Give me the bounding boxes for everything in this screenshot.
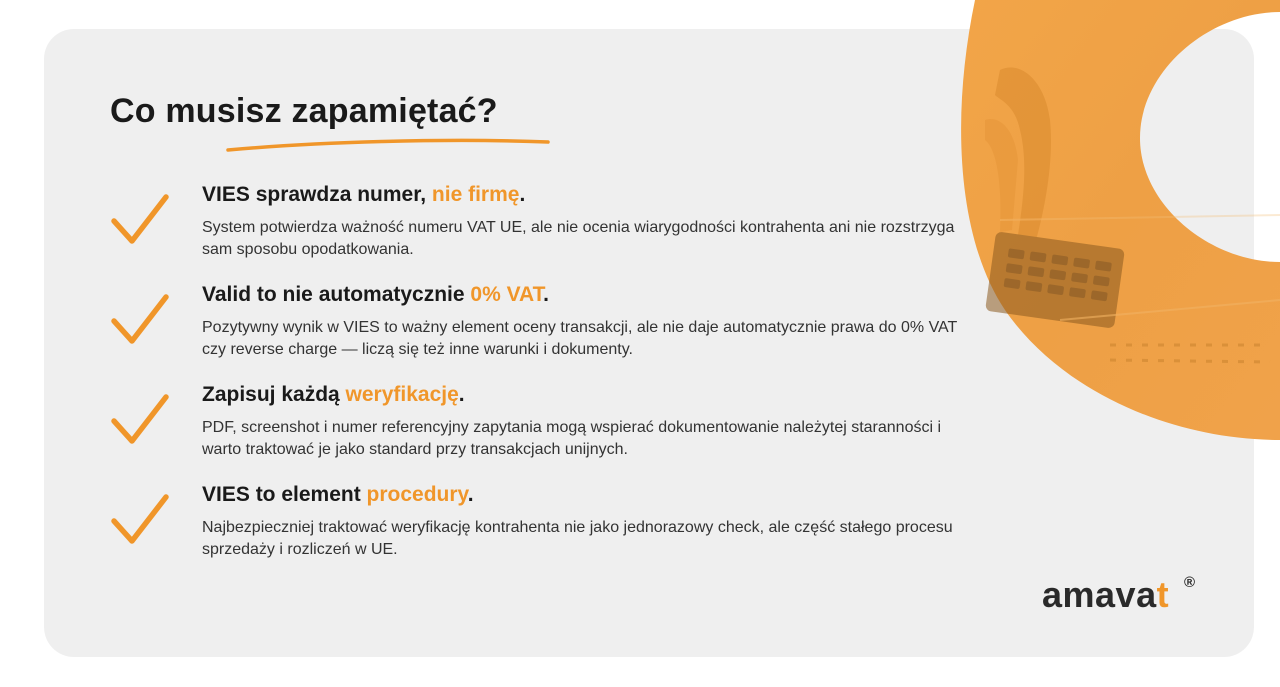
item-heading-tail: . (543, 283, 549, 306)
page-title: Co musisz zapamiętać? (110, 92, 498, 130)
item-heading (202, 383, 465, 407)
item-heading-accent: weryfikację (345, 383, 459, 406)
checkmark-icon (110, 191, 170, 249)
title-underline (226, 134, 552, 156)
item-description: Pozytywny wynik w VIES to ważny element oceny transakcji, ale nie daje automatycznie prawa do 0% VAT czy reverse charge — liczą się też inne warunki i dokumenty. (202, 319, 958, 358)
item-heading (202, 483, 474, 507)
item-description: Najbezpieczniej traktować weryfikację kontrahenta nie jako jednorazowy check, ale część stałego procesu sprzedaży i rozliczeń w UE. (202, 519, 953, 558)
item-heading-tail: . (467, 483, 474, 506)
checkmark-icon (110, 491, 170, 549)
item-heading (202, 283, 549, 307)
item-heading-tail: . (458, 383, 465, 406)
item-heading-lead: Valid to nie automatycznie (202, 283, 471, 306)
item-description: System potwierdza ważność numeru VAT UE, ale nie ocenia wiarygodności kontrahenta ani nie rozstrzyga sam sposobu opodatkowania. (202, 219, 955, 258)
item-heading-lead: Zapisuj każdą (202, 383, 346, 406)
registered-mark: ® (1184, 574, 1196, 591)
item-heading-lead: VIES to element (202, 483, 367, 506)
logo-accent: t (1156, 574, 1170, 615)
logo-lead: amava (1042, 574, 1157, 615)
item-heading-lead: VIES sprawdza numer, (202, 183, 432, 206)
item-heading-accent: 0% VAT (470, 283, 544, 306)
item-description: PDF, screenshot i numer referencyjny zapytania mogą wspierać dokumentowanie należytej staranności i warto traktować je jako standard przy transakcjach unijnych. (202, 419, 942, 458)
amavat-logo (1042, 574, 1169, 616)
item-heading-accent: nie firmę (431, 183, 520, 206)
item-heading-tail: . (519, 183, 526, 206)
checkmark-icon (110, 291, 170, 349)
item-heading-accent: procedury (366, 483, 468, 506)
item-heading (202, 183, 525, 207)
checkmark-icon (110, 391, 170, 449)
